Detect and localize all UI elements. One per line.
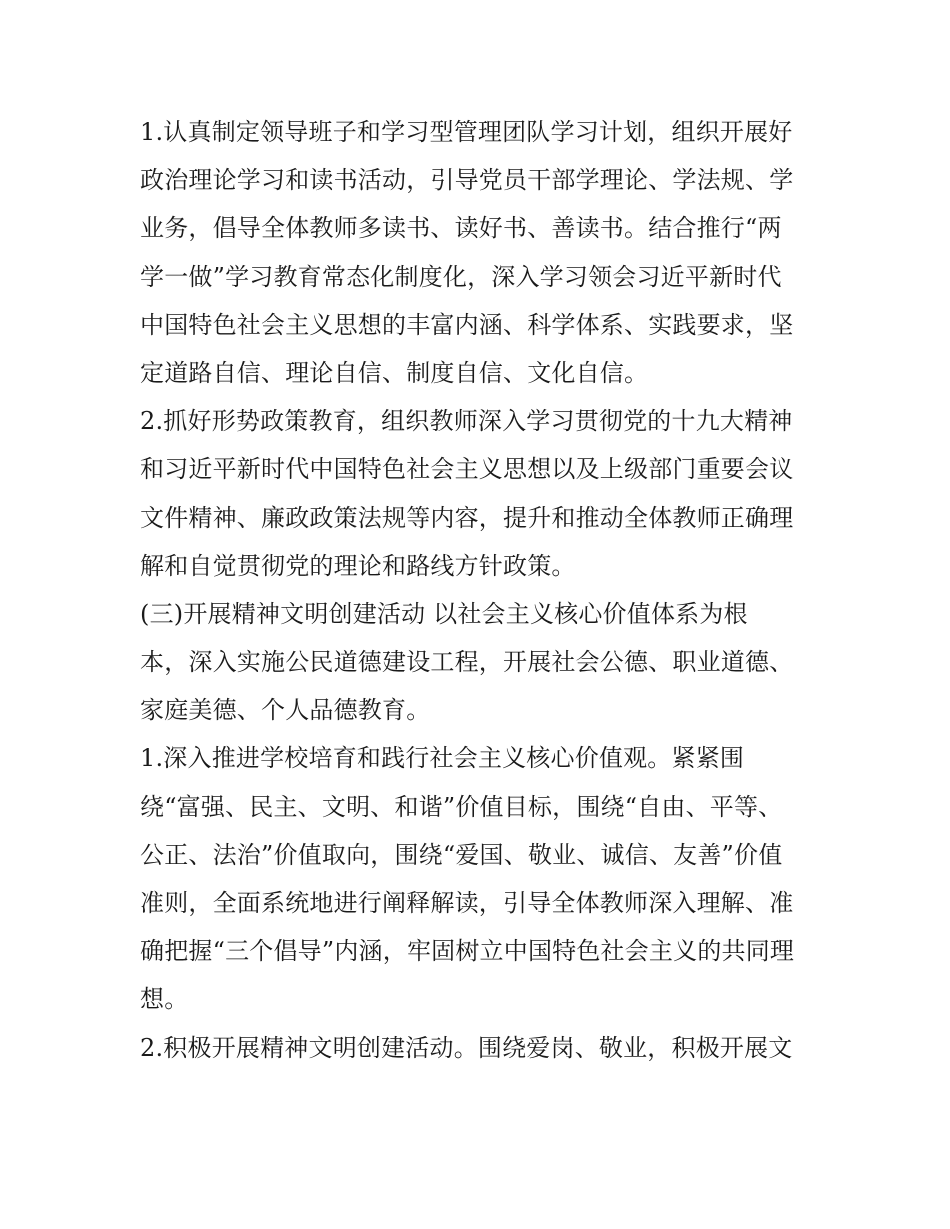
text-line: 公正、法治”价值取向，围绕“爱国、敬业、诚信、友善”价值 <box>140 840 783 869</box>
text-line: 和习近平新时代中国特色社会主义思想以及上级部门重要会议 <box>140 455 794 484</box>
text-line: 业务，倡导全体教师多读书、读好书、善读书。结合推行“两 <box>140 214 782 243</box>
text-line: 绕“富强、民主、文明、和谐”价值目标，围绕“自由、平等、 <box>140 792 783 821</box>
text-line: 2.积极开展精神文明创建活动。围绕爱岗、敬业，积极开展文 <box>140 1033 793 1062</box>
text-line: 学一做”学习教育常态化制度化，深入学习领会习近平新时代 <box>140 262 782 291</box>
text-line: 确把握“三个倡导”内涵，牢固树立中国特色社会主义的共同理 <box>140 937 795 966</box>
text-line: 定道路自信、理论自信、制度自信、文化自信。 <box>140 358 649 387</box>
text-line: 1.认真制定领导班子和学习型管理团队学习计划，组织开展好 <box>140 118 793 146</box>
text-line: 1.深入推进学校培育和践行社会主义核心价值观。紧紧围 <box>140 744 745 773</box>
text-line: 解和自觉贯彻党的理论和路线方针政策。 <box>140 551 576 580</box>
document-body <box>140 108 820 1072</box>
section-heading-line: (三)开展精神文明创建活动 以社会主义核心价值体系为根 <box>140 599 748 628</box>
text-line: 想。 <box>140 985 189 1014</box>
text-line: 准则，全面系统地进行阐释解读，引导全体教师深入理解、准 <box>140 889 794 917</box>
text-line: 本，深入实施公民道德建设工程，开展社会公德、职业道德、 <box>140 648 794 677</box>
text-line: 政治理论学习和读书活动，引导党员干部学理论、学法规、学 <box>140 166 794 195</box>
text-line: 家庭美德、个人品德教育。 <box>140 696 431 725</box>
text-line: 文件精神、廉政政策法规等内容，提升和推动全体教师正确理 <box>140 503 794 532</box>
text-line: 中国特色社会主义思想的丰富内涵、科学体系、实践要求，坚 <box>140 310 794 339</box>
text-line: 2.抓好形势政策教育，组织教师深入学习贯彻党的十九大精神 <box>140 407 793 436</box>
